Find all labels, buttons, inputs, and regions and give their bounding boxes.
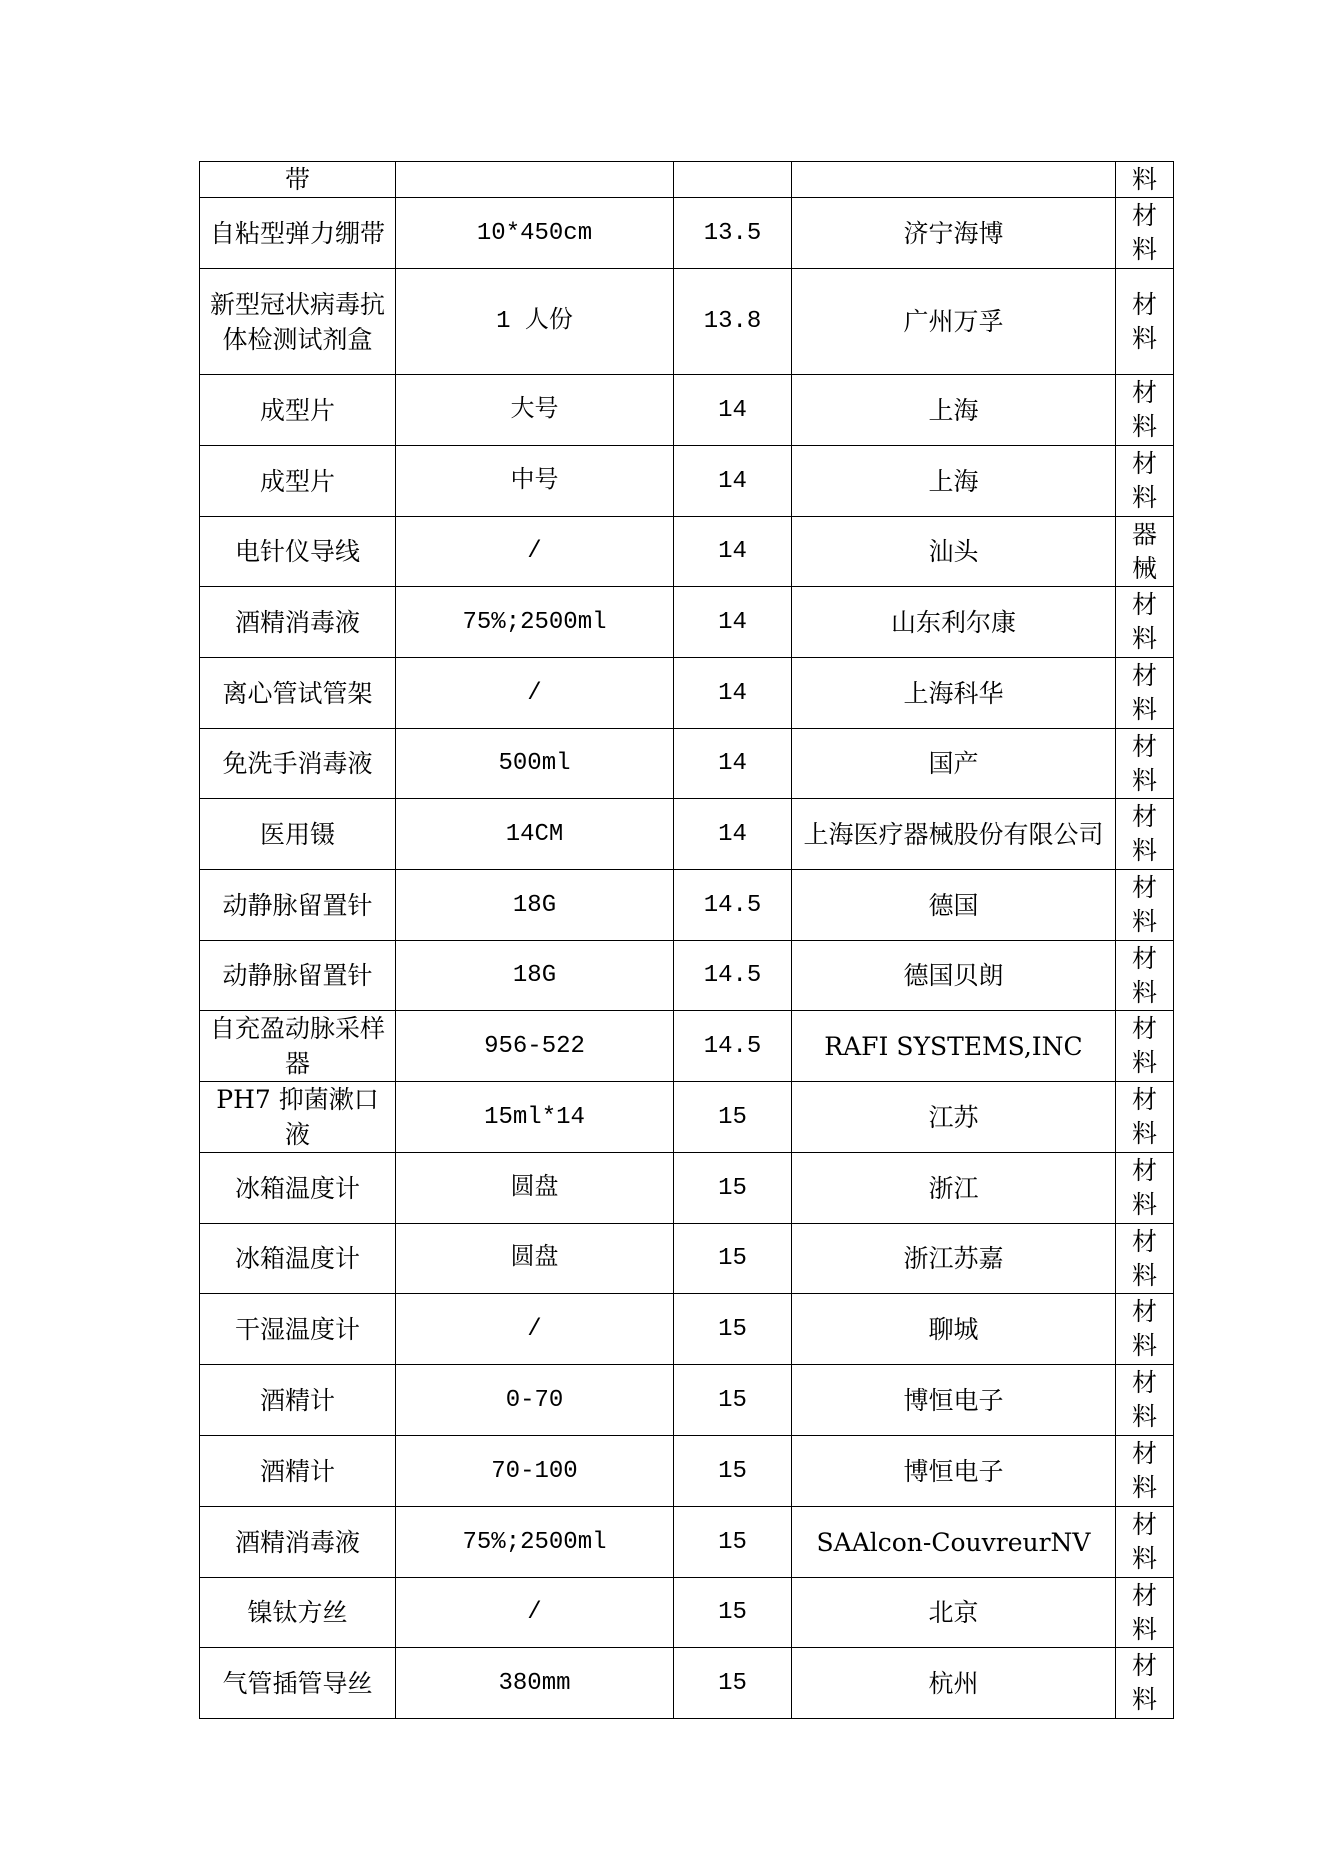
table-row	[200, 1507, 1174, 1578]
category-cell: 材 料	[1116, 1648, 1174, 1719]
manufacturer-cell: 上海医疗器械股份有限公司	[792, 799, 1116, 870]
table-row	[200, 799, 1174, 870]
spec-cell: /	[396, 1578, 674, 1648]
category-cell: 材 料	[1116, 1294, 1174, 1365]
category-cell: 材 料	[1116, 941, 1174, 1011]
item-name-cell: 成型片	[200, 446, 396, 517]
item-name-cell: PH7 抑菌漱口液	[200, 1082, 396, 1153]
item-name-cell: 电针仪导线	[200, 517, 396, 587]
table-row	[200, 198, 1174, 269]
manufacturer-cell	[792, 162, 1116, 198]
price-cell: 14	[674, 799, 792, 870]
spec-cell: 75%;2500ml	[396, 1507, 674, 1578]
category-cell: 材 料	[1116, 446, 1174, 517]
spec-cell: 中号	[396, 446, 674, 517]
spec-cell: 大号	[396, 375, 674, 446]
item-name-cell: 医用镊	[200, 799, 396, 870]
price-cell: 14	[674, 517, 792, 587]
table-row	[200, 941, 1174, 1011]
price-cell: 15	[674, 1365, 792, 1436]
price-cell: 15	[674, 1436, 792, 1507]
price-cell: 14	[674, 446, 792, 517]
manufacturer-cell: 浙江苏嘉	[792, 1224, 1116, 1294]
spec-cell: 380mm	[396, 1648, 674, 1719]
category-cell: 材 料	[1116, 1436, 1174, 1507]
manufacturer-cell: SAAlcon-CouvreurNV	[792, 1507, 1116, 1578]
table-row	[200, 446, 1174, 517]
category-cell: 材 料	[1116, 1507, 1174, 1578]
item-name-cell: 酒精计	[200, 1365, 396, 1436]
table-row	[200, 1648, 1174, 1719]
manufacturer-cell: 山东利尔康	[792, 587, 1116, 658]
spec-cell: 18G	[396, 870, 674, 941]
manufacturer-cell: RAFI SYSTEMS,INC	[792, 1011, 1116, 1082]
price-cell: 15	[674, 1578, 792, 1648]
manufacturer-cell: 北京	[792, 1578, 1116, 1648]
price-cell: 14.5	[674, 941, 792, 1011]
table-row	[200, 658, 1174, 729]
item-name-cell: 带	[200, 162, 396, 198]
category-cell: 材 料	[1116, 375, 1174, 446]
item-name-cell: 酒精消毒液	[200, 587, 396, 658]
table-body	[200, 162, 1174, 1719]
price-cell: 14	[674, 375, 792, 446]
manufacturer-cell: 上海	[792, 446, 1116, 517]
item-name-cell: 动静脉留置针	[200, 941, 396, 1011]
category-cell: 材 料	[1116, 1082, 1174, 1153]
manufacturer-cell: 上海科华	[792, 658, 1116, 729]
item-name-cell: 成型片	[200, 375, 396, 446]
manufacturer-cell: 上海	[792, 375, 1116, 446]
item-name-cell: 气管插管导丝	[200, 1648, 396, 1719]
manufacturer-cell: 德国	[792, 870, 1116, 941]
spec-cell: 14CM	[396, 799, 674, 870]
manufacturer-cell: 博恒电子	[792, 1365, 1116, 1436]
spec-cell: 75%;2500ml	[396, 587, 674, 658]
item-name-cell: 镍钛方丝	[200, 1578, 396, 1648]
manufacturer-cell: 博恒电子	[792, 1436, 1116, 1507]
spec-cell: 圆盘	[396, 1224, 674, 1294]
table-row	[200, 587, 1174, 658]
table-row	[200, 1224, 1174, 1294]
table-row	[200, 1153, 1174, 1224]
table-row	[200, 1082, 1174, 1153]
category-cell: 材 料	[1116, 587, 1174, 658]
table-row	[200, 870, 1174, 941]
item-name-cell: 酒精计	[200, 1436, 396, 1507]
table-row	[200, 1578, 1174, 1648]
price-cell: 15	[674, 1507, 792, 1578]
price-cell: 14.5	[674, 1011, 792, 1082]
table-row	[200, 269, 1174, 375]
price-cell: 15	[674, 1648, 792, 1719]
category-cell: 器 械	[1116, 517, 1174, 587]
category-cell: 材 料	[1116, 799, 1174, 870]
spec-cell: 圆盘	[396, 1153, 674, 1224]
spec-cell: 0-70	[396, 1365, 674, 1436]
price-cell: 13.8	[674, 269, 792, 375]
manufacturer-cell: 国产	[792, 729, 1116, 799]
category-cell: 材 料	[1116, 1365, 1174, 1436]
manufacturer-cell: 聊城	[792, 1294, 1116, 1365]
manufacturer-cell: 浙江	[792, 1153, 1116, 1224]
spec-cell: /	[396, 658, 674, 729]
spec-cell	[396, 162, 674, 198]
price-cell: 13.5	[674, 198, 792, 269]
table-row	[200, 375, 1174, 446]
spec-cell: 15ml*14	[396, 1082, 674, 1153]
spec-cell: 10*450cm	[396, 198, 674, 269]
manufacturer-cell: 汕头	[792, 517, 1116, 587]
supplies-table	[199, 161, 1174, 1719]
spec-cell: /	[396, 517, 674, 587]
price-cell: 15	[674, 1294, 792, 1365]
table-row	[200, 517, 1174, 587]
manufacturer-cell: 德国贝朗	[792, 941, 1116, 1011]
item-name-cell: 免洗手消毒液	[200, 729, 396, 799]
table-row	[200, 1294, 1174, 1365]
price-cell: 15	[674, 1082, 792, 1153]
spec-cell: 1 人份	[396, 269, 674, 375]
item-name-cell: 自粘型弹力绷带	[200, 198, 396, 269]
item-name-cell: 离心管试管架	[200, 658, 396, 729]
category-cell: 材 料	[1116, 198, 1174, 269]
spec-cell: 18G	[396, 941, 674, 1011]
category-cell: 材 料	[1116, 658, 1174, 729]
item-name-cell: 冰箱温度计	[200, 1153, 396, 1224]
category-cell: 材 料	[1116, 269, 1174, 375]
category-cell: 料	[1116, 162, 1174, 198]
category-cell: 材 料	[1116, 1153, 1174, 1224]
table-row	[200, 729, 1174, 799]
manufacturer-cell: 江苏	[792, 1082, 1116, 1153]
table-row	[200, 1365, 1174, 1436]
spec-cell: 956-522	[396, 1011, 674, 1082]
category-cell: 材 料	[1116, 870, 1174, 941]
table-row	[200, 1011, 1174, 1082]
price-cell: 15	[674, 1153, 792, 1224]
price-cell: 14.5	[674, 870, 792, 941]
price-cell: 15	[674, 1224, 792, 1294]
price-cell: 14	[674, 729, 792, 799]
manufacturer-cell: 广州万孚	[792, 269, 1116, 375]
manufacturer-cell: 杭州	[792, 1648, 1116, 1719]
price-cell: 14	[674, 658, 792, 729]
category-cell: 材 料	[1116, 1578, 1174, 1648]
item-name-cell: 动静脉留置针	[200, 870, 396, 941]
category-cell: 材 料	[1116, 1224, 1174, 1294]
table-row	[200, 1436, 1174, 1507]
category-cell: 材 料	[1116, 729, 1174, 799]
item-name-cell: 冰箱温度计	[200, 1224, 396, 1294]
category-cell: 材 料	[1116, 1011, 1174, 1082]
spec-cell: /	[396, 1294, 674, 1365]
item-name-cell: 自充盈动脉采样器	[200, 1011, 396, 1082]
table-row	[200, 162, 1174, 198]
price-cell: 14	[674, 587, 792, 658]
item-name-cell: 新型冠状病毒抗体检测试剂盒	[200, 269, 396, 375]
manufacturer-cell: 济宁海博	[792, 198, 1116, 269]
item-name-cell: 酒精消毒液	[200, 1507, 396, 1578]
spec-cell: 500ml	[396, 729, 674, 799]
price-cell	[674, 162, 792, 198]
spec-cell: 70-100	[396, 1436, 674, 1507]
item-name-cell: 干湿温度计	[200, 1294, 396, 1365]
